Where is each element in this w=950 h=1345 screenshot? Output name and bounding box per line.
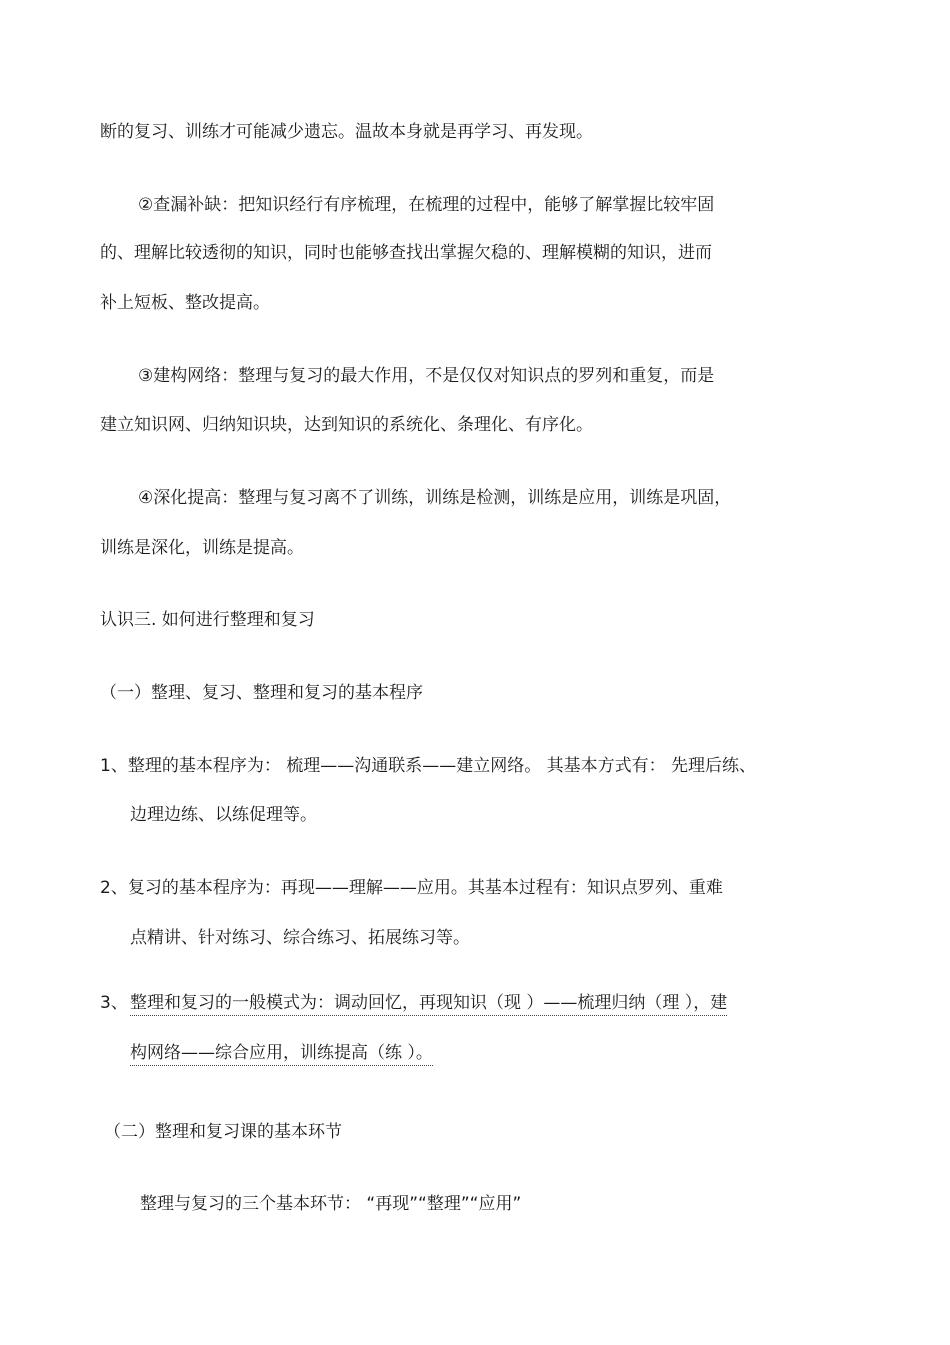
text-line: 整理与复习的三个基本环节： “再现”“整理”“应用”	[140, 1194, 522, 1214]
text-line: 断的复习、训练才可能减少遗忘。温故本身就是再学习、再发现。	[100, 122, 593, 142]
subsection-heading: （二）整理和复习课的基本环节	[104, 1122, 342, 1142]
subsection-heading: （一）整理、复习、整理和复习的基本程序	[100, 683, 423, 703]
list-item: 2、复习的基本程序为：再现——理解——应用。其基本过程有：知识点罗列、重难	[100, 878, 723, 898]
list-item-continuation: 边理边练、以练促理等。	[130, 805, 317, 825]
text-line: 的、理解比较透彻的知识，同时也能够查找出掌握欠稳的、理解模糊的知识，进而	[100, 243, 712, 263]
section-heading: 认识三. 如何进行整理和复习	[100, 610, 315, 630]
text-line: ③建构网络：整理与复习的最大作用，不是仅仅对知识点的罗列和重复，而是	[138, 366, 715, 386]
text-line: 建立知识网、归纳知识块，达到知识的系统化、条理化、有序化。	[100, 415, 593, 435]
list-item: 1、整理的基本程序为： 梳理——沟通联系——建立网络。 其基本方式有： 先理后练、	[100, 756, 757, 776]
list-item-continuation: 构网络——综合应用，训练提高（练 ）。	[130, 1042, 433, 1066]
text-line: ④深化提高：整理与复习离不了训练，训练是检测，训练是应用，训练是巩固，	[138, 488, 732, 508]
text-line: 训练是深化，训练是提高。	[100, 538, 304, 558]
list-item: 整理和复习的一般模式为：调动回忆，再现知识（现 ）——梳理归纳（理 ），建	[130, 992, 727, 1016]
text-line: ②查漏补缺：把知识经行有序梳理，在梳理的过程中，能够了解掌握比较牢固	[138, 195, 715, 215]
text-line: 补上短板、整改提高。	[100, 293, 270, 313]
list-item-number: 3、	[100, 993, 128, 1013]
list-item-continuation: 点精讲、针对练习、综合练习、拓展练习等。	[130, 928, 470, 948]
